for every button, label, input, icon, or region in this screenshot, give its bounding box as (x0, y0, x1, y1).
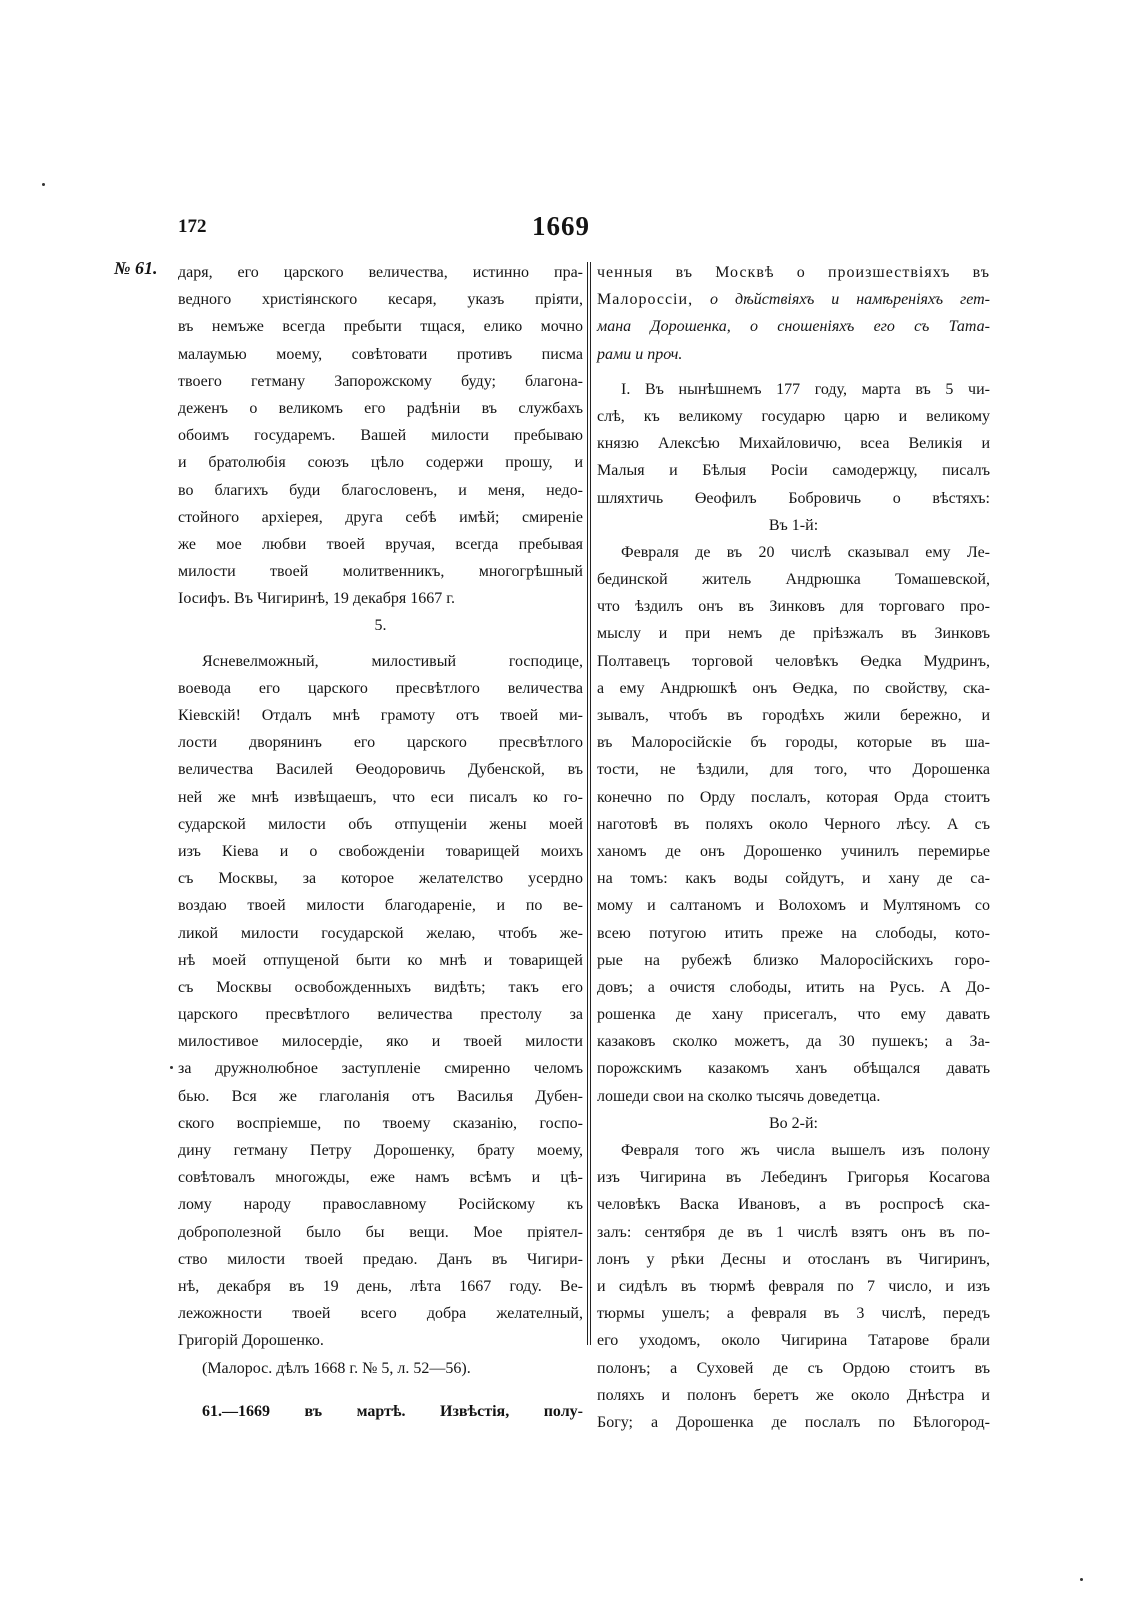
text-line: съ Москвы, за которое желателство усердно (178, 870, 583, 888)
text-line: Ясневелможный, милостивый господице, (202, 652, 583, 670)
text-line: Февраля того жъ числа вышелъ изъ полону (621, 1142, 990, 1159)
text-line: даря, его царского величества, истинно пра- (178, 264, 583, 281)
text-line: князю Алексѣю Михайловичю, всеа Великія и (597, 435, 990, 453)
text-line: Богу; а Дорошенка де послалъ по Бѣлогород- (597, 1413, 990, 1431)
section-2 (597, 1137, 990, 1436)
text-line: Іосифъ. Въ Чигиринѣ, 19 декабря 1667 г. (178, 590, 456, 608)
text-line: мана Дорошенка, о сношеніяхъ его съ Тата- (597, 318, 990, 336)
text-line: совѣтовалъ многожды, еже намъ всѣмъ и цѣ- (178, 1169, 583, 1187)
text-line: порожскимъ казакомъ ханъ обѣщался давать (597, 1060, 990, 1078)
text-line: мыслу и при немъ де пріѣзжалъ въ Зинковъ (597, 625, 990, 643)
scan-speck (1080, 1578, 1083, 1581)
text-line (597, 286, 990, 313)
text-line: дину гетману Петру Дорошенку, брату моему, (178, 1142, 583, 1159)
text-line: лости дворянинъ его царского пресвѣтлого (178, 734, 583, 752)
text-line: человѣкъ Васка Ивановъ, а въ роспросѣ ска- (597, 1196, 990, 1214)
text-line: ведного христіянского кесаря, указъ пріяти, (178, 291, 583, 309)
text-line: въ Малоросійскіе бъ городы, которые въ ша- (597, 734, 990, 752)
text-line: лому народу православному Російскому къ (178, 1196, 583, 1214)
text-line: воздаю твоей милости благодареніе, и по ве- (178, 897, 583, 915)
text-line: ство милости твоей предаю. Данъ въ Чигири- (178, 1250, 583, 1268)
text-line: что ѣздилъ онъ въ Зинковъ для торговаго про- (597, 598, 990, 616)
text-line: рые на рубежѣ близко Малоросійскихъ горо- (597, 951, 990, 969)
text-line: Кіевскій! Отдалъ мнѣ грамоту отъ твоей ми- (178, 707, 583, 724)
text-line: ней же мнѣ извѣщаешъ, что еси писалъ ко го- (178, 788, 583, 806)
text-line: полонъ; а Суховей де съ Ордою стоитъ въ (597, 1359, 990, 1377)
text-line: слѣ, къ великому государю царю и великому (597, 407, 990, 425)
right-column (597, 259, 990, 1436)
text-line: во благихъ буди благословенъ, и меня, недо- (178, 481, 583, 499)
text-line: Малыя и Бѣлыя Росіи самодержцу, писалъ (597, 462, 990, 480)
text-line: казаковъ сколко можетъ, да 30 пушекъ; а За- (597, 1033, 990, 1051)
text-line: деженъ о великомъ его радѣніи въ службахъ (178, 399, 583, 417)
scan-speck (170, 1066, 173, 1069)
text-line: лошеди свои на сколко тысячь доведетца. (597, 1087, 881, 1105)
text-line: зывалъ, чтобъ въ городѣхъ жили бережно, и (597, 707, 990, 724)
text-line: I. Въ нынѣшнемъ 177 году, марта въ 5 чи- (621, 380, 990, 398)
text-line: рами и проч. (597, 345, 683, 363)
intro-paragraph (597, 376, 990, 512)
text-line: твоего гетману Запорожскому буду; благона- (178, 372, 583, 390)
text-line: нѣ моей отпущеной быти ко мнѣ и товарищей (178, 951, 583, 969)
document-61-heading-continuation (597, 259, 990, 368)
text-line: и братолюбія союзъ цѣло содержи прошу, и (178, 454, 583, 472)
text-line: ченныя въ Москвѣ о произшествіяхъ въ (597, 264, 990, 281)
letter-4-ending (178, 259, 583, 612)
scan-speck (42, 183, 45, 186)
letter-5-number: 5. (374, 617, 387, 635)
text-line: Февраля де въ 20 числѣ сказывал ему Ле- (621, 543, 990, 561)
text-line: сударской милости объ отпущеніи жены моей (178, 815, 583, 833)
text-line: милостивое милосердіе, яко и твоей милости (178, 1033, 583, 1051)
text-line: доброполезной было бы вещи. Мое пріятел- (178, 1223, 583, 1241)
text-line: его уходомъ, около Чигирина Татарове брали (597, 1332, 990, 1350)
text-line: ликой милости государской желаю, чтобъ же- (178, 924, 583, 942)
document-61-heading: 61.—1669 въ мартѣ. Извѣстія, полу- (202, 1402, 583, 1420)
text-line: мому и салтаномъ и Волохомъ и Мултяномъ со (597, 897, 990, 915)
section-1-title: Въ 1-й: (768, 516, 819, 534)
text-line: тости, не ѣздили, для того, что Дорошенка (597, 761, 990, 779)
letter-5 (178, 648, 583, 1355)
source-note: (Малорос. дѣлъ 1668 г. № 5, л. 52—56). (202, 1359, 471, 1377)
text-line: воевода его царского пресвѣтлого величества (178, 679, 583, 697)
text-line: на томъ: какъ воды сойдутъ, и хану де са- (597, 870, 990, 888)
text-line: ского воспріемше, по твоему сказанію, госпо- (178, 1114, 583, 1132)
text-line: залъ: сентября де въ 1 числѣ взятъ онъ въ по- (597, 1223, 990, 1241)
text-line: конечно по Орду послалъ, которая Орда стоитъ (597, 788, 990, 806)
text-line: изъ Кіева и о свобожденіи товарищей моихъ (178, 842, 583, 860)
text-line: же мое любви твоей вручая, всегда пребывая (178, 535, 583, 553)
text-line: поляхъ и полонъ беретъ же около Днѣстра и (597, 1386, 990, 1404)
text-line: царского пресвѣтлого величества престолу за (178, 1006, 583, 1024)
text-line: Григорій Дорошенко. (178, 1332, 324, 1350)
text-line: лежожности твоей всего добра желателный, (178, 1305, 583, 1323)
heading-text-plain: Малороссіи, (597, 291, 694, 309)
page-number: 172 (178, 216, 207, 237)
text-line: ханомъ де онъ Дорошенко учинилъ перемирье (597, 842, 990, 860)
text-line: съ Москвы освобожденныхъ видѣть; такъ его (178, 978, 583, 996)
section-1 (597, 539, 990, 1110)
text-line: Полтавецъ торговой человѣкъ Өедка Мудринъ, (597, 652, 990, 670)
text-line: бединской житель Андрюшка Томашевской, (597, 571, 990, 589)
document-number: № 61. (114, 258, 158, 278)
heading-text-italic: о дѣйствіяхъ и намѣреніяхъ гет- (693, 291, 990, 309)
text-line: за дружнолюбное заступленіе смиренно челомъ (178, 1060, 583, 1078)
text-line: наготовѣ въ поляхъ около Черного лѣсу. А съ (597, 815, 990, 833)
text-line: стойного архіерея, друга себѣ имѣй; смиреніе (178, 508, 583, 526)
section-2-title: Во 2-й: (768, 1114, 818, 1132)
text-line: величества Василей Өеодоровичь Дубенской, въ (178, 761, 583, 779)
text-line: обоимъ государемъ. Вашей милости пребываю (178, 427, 583, 445)
text-line: а ему Андрюшкѣ онъ Өедка, по свойству, ска- (597, 679, 990, 697)
text-line: довъ; а очистя слободы, итить на Русь. А До- (597, 978, 990, 996)
text-line: всею потугою итить преже на слободы, кото- (597, 924, 990, 942)
text-line: и сидѣлъ въ тюрмѣ февраля по 7 число, и изъ (597, 1277, 990, 1295)
text-line: нѣ, декабря въ 19 день, лѣта 1667 году. Ве- (178, 1277, 583, 1295)
running-header-year: 1669 (532, 211, 590, 241)
text-line: бью. Вся же глаголанія отъ Василья Дубен- (178, 1087, 583, 1105)
left-column (178, 259, 583, 1425)
text-line: малаумью моему, совѣтовати противъ писма (178, 345, 583, 363)
text-line: тюрмы ушелъ; а февраля въ 3 числѣ, передъ (597, 1305, 990, 1323)
text-line: лонъ у рѣки Десны и отосланъ въ Чигиринъ, (597, 1250, 990, 1268)
text-line: милости твоей молитвенникъ, многогрѣшный (178, 563, 583, 581)
column-divider (587, 262, 591, 1345)
text-line: изъ Чигирина въ Лебединъ Григорья Косагова (597, 1169, 990, 1187)
text-line: въ немъже всегда пребыти тщася, елико мочно (178, 318, 583, 336)
text-line: шляхтичь Өеофилъ Бобровичь о вѣстяхъ: (597, 489, 990, 507)
text-line: рошенка де хану присегалъ, что ему давать (597, 1006, 990, 1024)
